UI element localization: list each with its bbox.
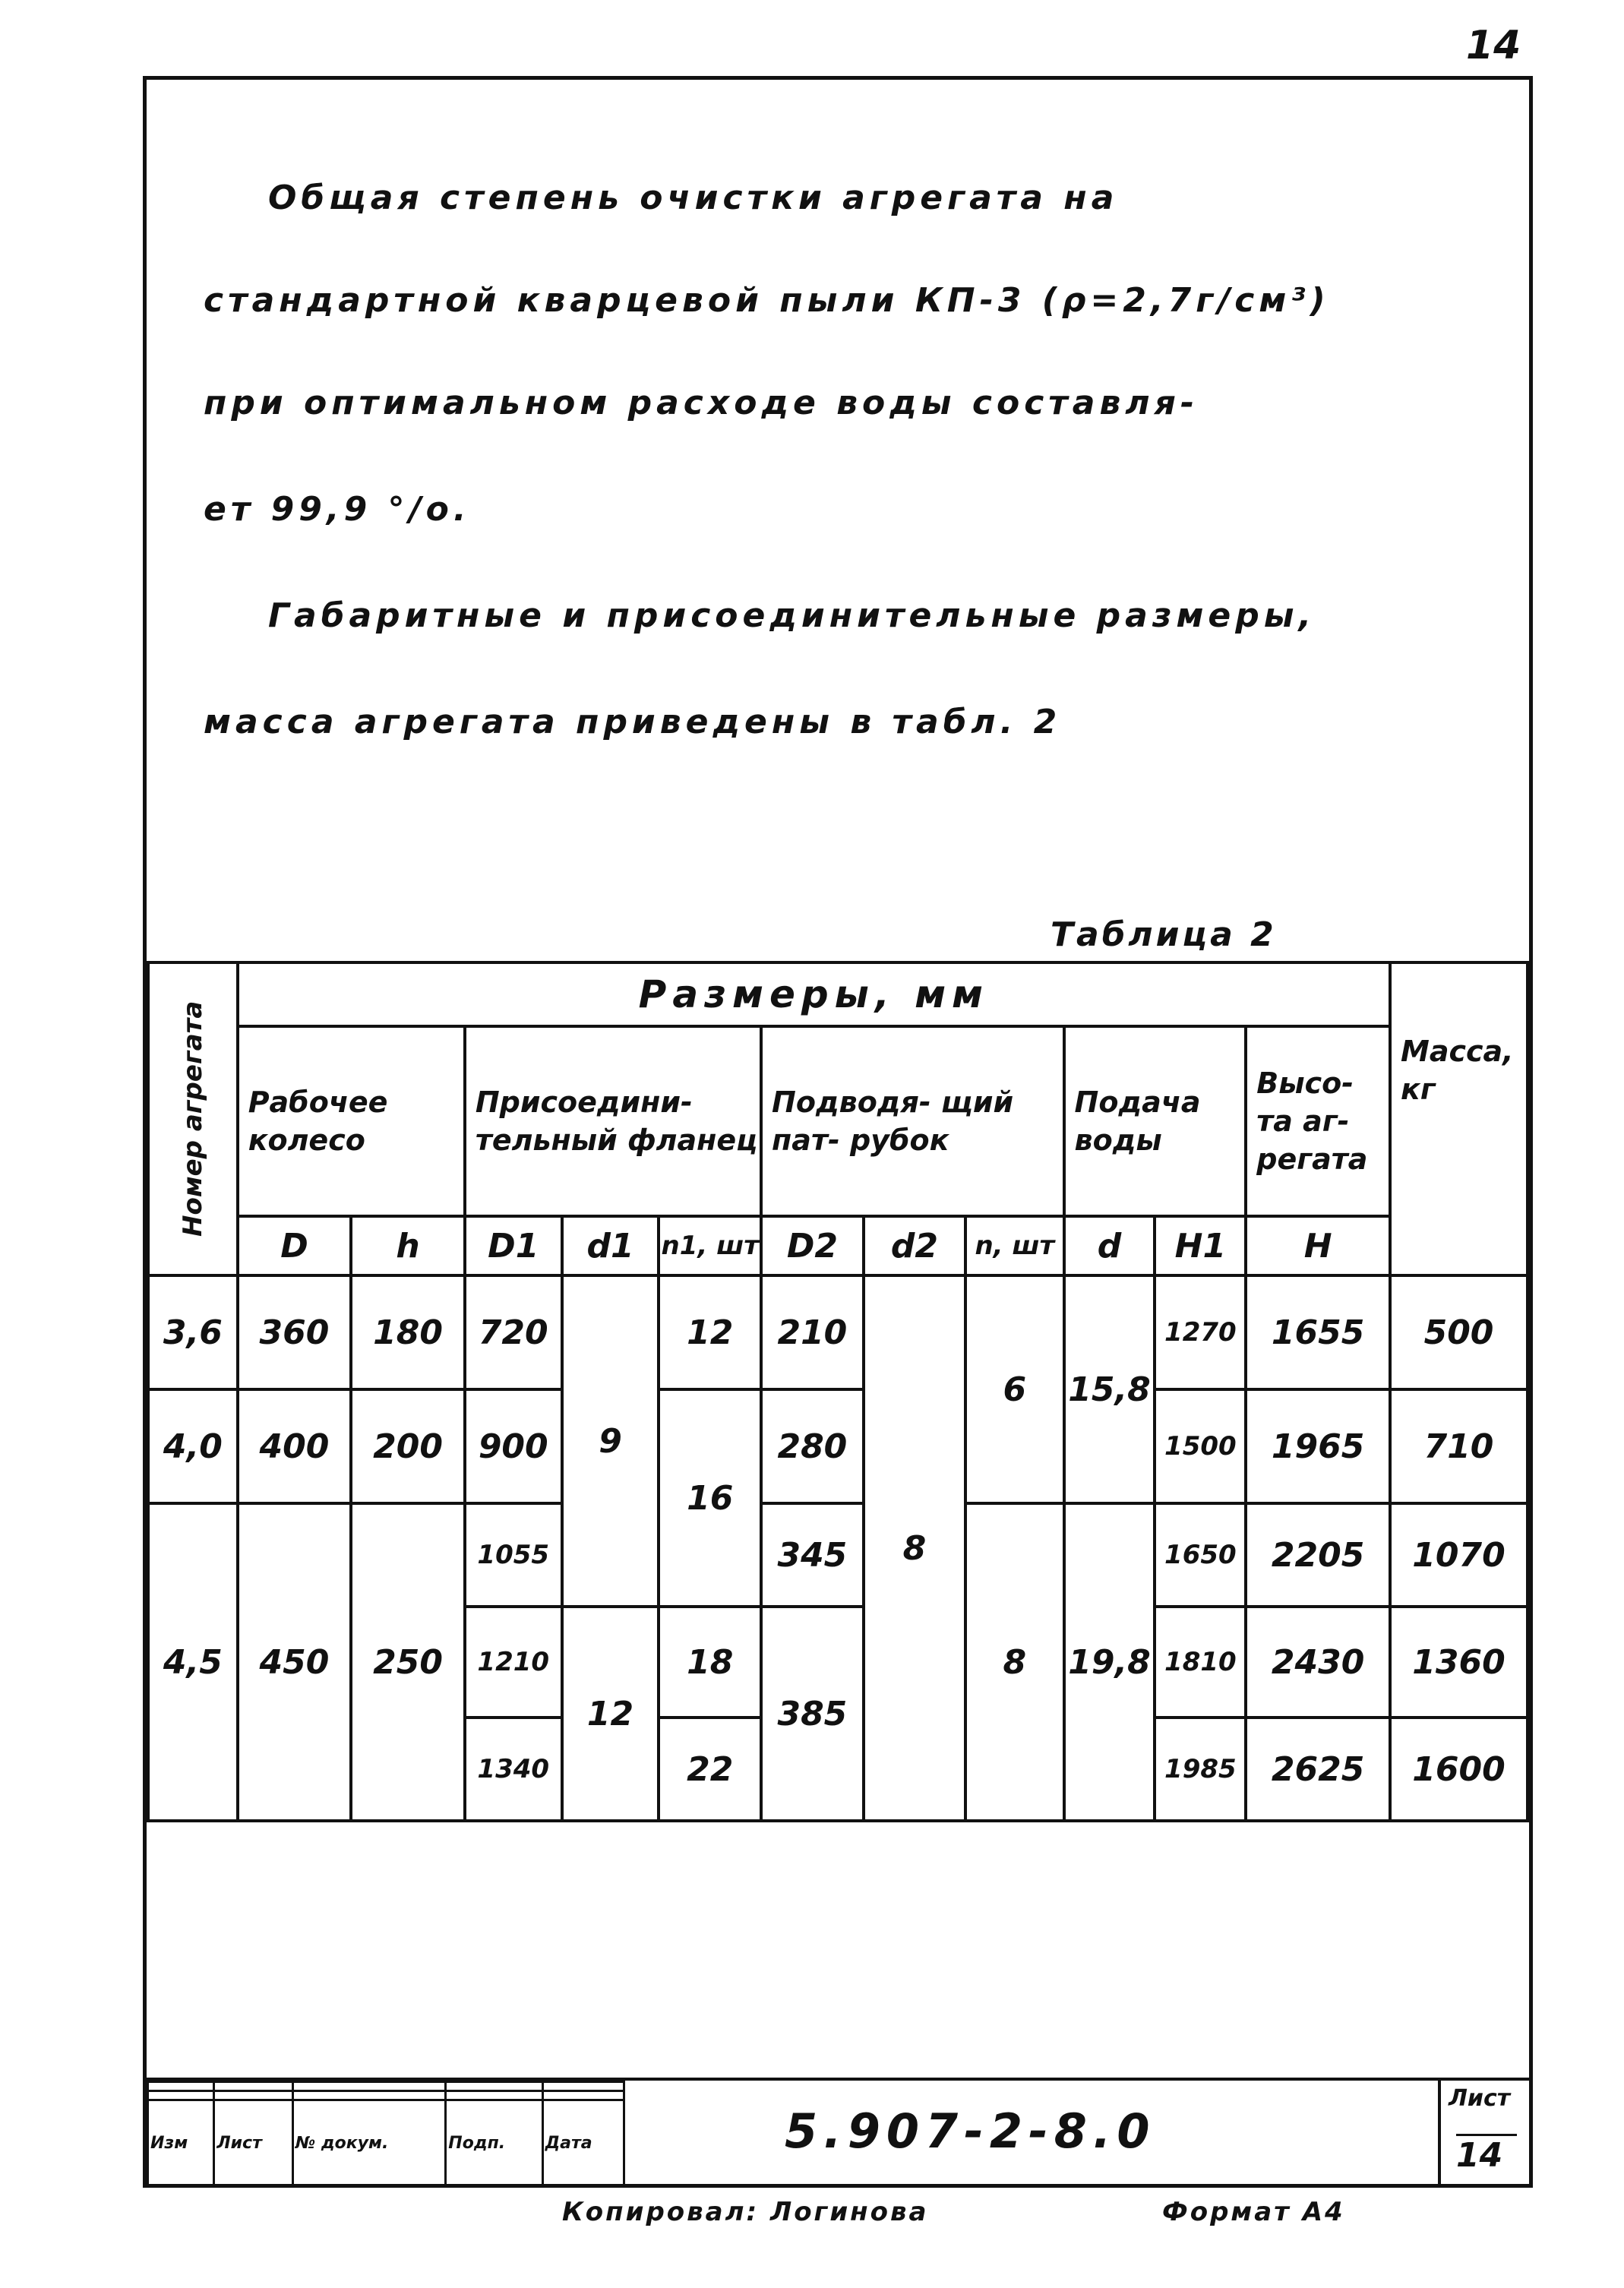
sub-d: d <box>1064 1216 1155 1275</box>
drawing-frame <box>143 76 1533 2188</box>
sub-H1: H1 <box>1155 1216 1246 1275</box>
cell-num: 4,5 <box>148 1503 238 1821</box>
sub-h: h <box>351 1216 465 1275</box>
sub-D1: D1 <box>465 1216 562 1275</box>
cell-D: 400 <box>238 1389 352 1503</box>
cell-h: 250 <box>351 1503 465 1821</box>
cell-d1-merged-b: 12 <box>562 1607 659 1821</box>
header-height: Высо- та аг- регата <box>1246 1026 1390 1216</box>
cell-num: 3,6 <box>148 1275 238 1389</box>
cell-D2: 385 <box>761 1607 864 1821</box>
cell-H: 2205 <box>1246 1503 1390 1607</box>
cell-H1: 1270 <box>1155 1275 1246 1389</box>
body-line-3: при оптимальном расходе воды составля- <box>204 384 1199 422</box>
cell-H: 2625 <box>1246 1718 1390 1821</box>
cell-n1: 12 <box>659 1275 761 1389</box>
cell-H: 1965 <box>1246 1389 1390 1503</box>
copied-by: Копировал: Логинова <box>562 2197 929 2227</box>
table-row <box>148 1389 1528 1503</box>
cell-n1: 18 <box>659 1607 761 1718</box>
table-row <box>148 1275 1528 1389</box>
cell-n-merged-b: 8 <box>965 1503 1063 1821</box>
cell-mass: 1600 <box>1390 1718 1528 1821</box>
body-line-4: ет 99,9 °/о. <box>204 490 471 529</box>
sub-n: n, шт <box>965 1216 1063 1275</box>
body-line-1: Общая степень очистки агрегата на <box>268 179 1119 217</box>
cell-D2: 210 <box>761 1275 864 1389</box>
stamp-label-sheet: Лист <box>214 2100 292 2186</box>
cell-d-merged-b: 19,8 <box>1064 1503 1155 1821</box>
cell-D1: 1210 <box>465 1607 562 1718</box>
cell-H: 2430 <box>1246 1607 1390 1718</box>
body-line-6: масса агрегата приведены в табл. 2 <box>204 703 1062 741</box>
body-line-2: стандартной кварцевой пыли КП-3 (ρ=2,7г/см³) <box>204 281 1330 320</box>
header-unit-number: Номер агрегата <box>148 962 238 1275</box>
stamp-label-change: Изм <box>148 2100 214 2186</box>
cell-mass: 710 <box>1390 1389 1528 1503</box>
cell-d1-merged-a: 9 <box>562 1275 659 1607</box>
cell-D1: 720 <box>465 1275 562 1389</box>
cell-n-merged-a: 6 <box>965 1275 1063 1503</box>
stamp-label-docnum: № докум. <box>292 2100 446 2186</box>
sheet-label: Лист <box>1449 2085 1511 2112</box>
cell-H1: 1810 <box>1155 1607 1246 1718</box>
title-block <box>147 2078 1529 2187</box>
cell-D1: 1340 <box>465 1718 562 1821</box>
revision-grid <box>147 2081 625 2187</box>
cell-num: 4,0 <box>148 1389 238 1503</box>
cell-D1: 900 <box>465 1389 562 1503</box>
sub-n1: n1, шт <box>659 1216 761 1275</box>
cell-mass: 500 <box>1390 1275 1528 1389</box>
cell-D: 450 <box>238 1503 352 1821</box>
cell-n1-merged: 16 <box>659 1389 761 1607</box>
sub-d1: d1 <box>562 1216 659 1275</box>
cell-D2: 280 <box>761 1389 864 1503</box>
header-flange: Присоедини- тельный фланец <box>465 1026 761 1216</box>
document-designation: 5.907-2-8.0 <box>785 2103 1156 2159</box>
stamp-label-signature: Подп. <box>446 2100 542 2186</box>
sub-d2: d2 <box>864 1216 965 1275</box>
cell-h: 200 <box>351 1389 465 1503</box>
body-line-5: Габаритные и присоединительные размеры, <box>268 596 1316 635</box>
cell-H: 1655 <box>1246 1275 1390 1389</box>
page-number: 14 <box>1466 23 1521 68</box>
spec-table <box>147 961 1529 1822</box>
cell-D1: 1055 <box>465 1503 562 1607</box>
cell-H1: 1500 <box>1155 1389 1246 1503</box>
table-row <box>148 1503 1528 1607</box>
cell-n1: 22 <box>659 1718 761 1821</box>
cell-D: 360 <box>238 1275 352 1389</box>
cell-D2: 345 <box>761 1503 864 1607</box>
header-mass: Масса, кг <box>1390 962 1528 1275</box>
cell-h: 180 <box>351 1275 465 1389</box>
header-wheel: Рабочее колесо <box>238 1026 465 1216</box>
cell-mass: 1070 <box>1390 1503 1528 1607</box>
sheet-box <box>1438 2081 1526 2184</box>
cell-mass: 1360 <box>1390 1607 1528 1718</box>
cell-d-merged-a: 15,8 <box>1064 1275 1155 1503</box>
header-pipe: Подводя- щий пат- рубок <box>761 1026 1064 1216</box>
paper-format: Формат А4 <box>1162 2197 1345 2227</box>
cell-d2-merged: 8 <box>864 1275 965 1821</box>
cell-H1: 1650 <box>1155 1503 1246 1607</box>
header-water: Подача воды <box>1064 1026 1246 1216</box>
header-sizes: Размеры, мм <box>238 962 1390 1026</box>
sub-D2: D2 <box>761 1216 864 1275</box>
stamp-label-date: Дата <box>542 2100 624 2186</box>
sub-H: H <box>1246 1216 1390 1275</box>
sheet-value: 14 <box>1456 2134 1517 2175</box>
table-caption: Таблица 2 <box>1051 915 1277 954</box>
cell-H1: 1985 <box>1155 1718 1246 1821</box>
sub-D: D <box>238 1216 352 1275</box>
